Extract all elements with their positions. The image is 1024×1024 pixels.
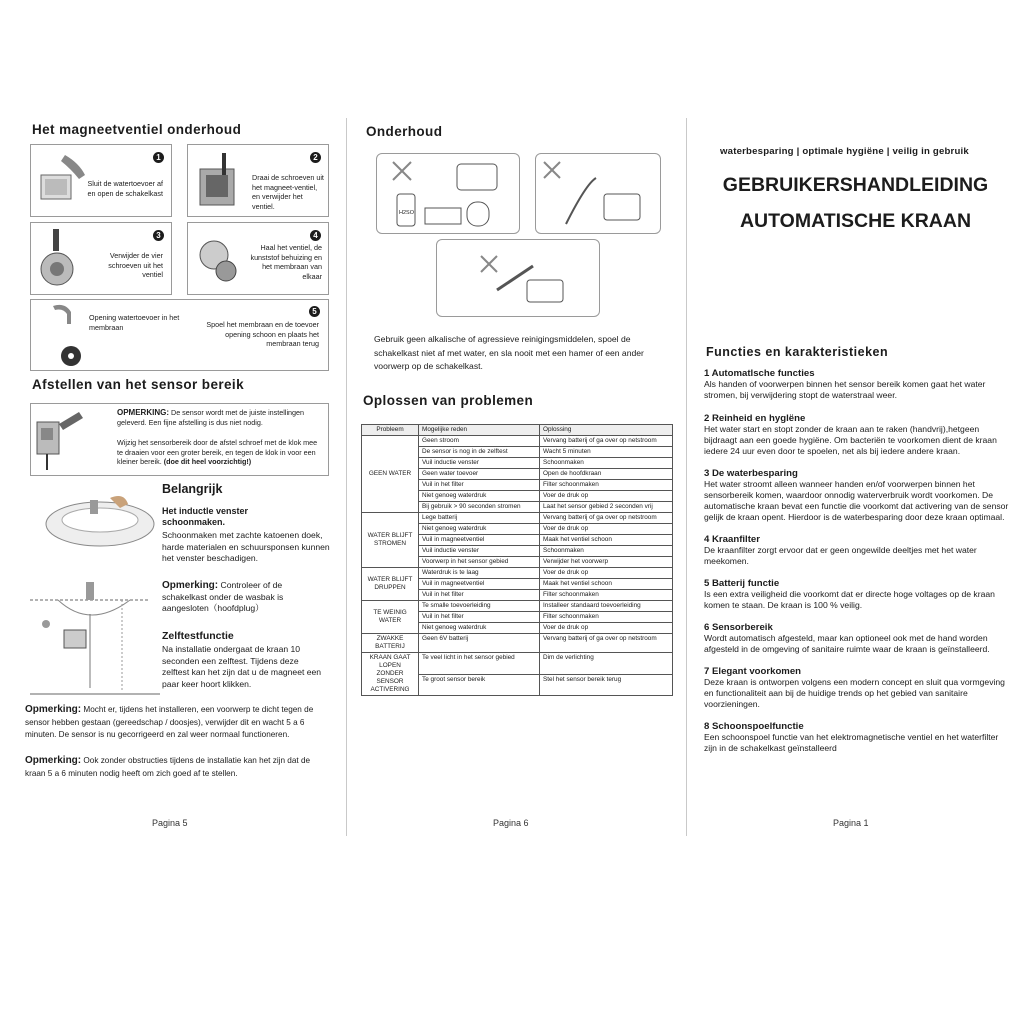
step-number: 4	[310, 230, 321, 241]
reason-cell: Geen 6V batterij	[419, 634, 540, 653]
manual-subtitle: AUTOMATISCHE KRAAN	[739, 210, 972, 232]
troubleshooting-title: Oplossen van problemen	[363, 393, 534, 408]
reason-cell: Bij gebruik > 90 seconden stromen	[419, 502, 540, 513]
sensor-note-box	[30, 403, 329, 476]
solution-cell: Dim de verlichting	[540, 653, 673, 675]
reason-cell: Niet genoeg waterdruk	[419, 524, 540, 535]
important-title: Belangrijk	[162, 482, 223, 496]
feature-heading: 2 Reinheid en hyglëne	[704, 413, 806, 424]
step-4-text: Haal het ventiel, de kunststof behuizing en het membraan van elkaar	[250, 243, 322, 281]
reason-cell: Geen stroom	[419, 436, 540, 447]
page-number: Pagina 5	[152, 818, 188, 828]
problem-cell: WATER BLIJFT STROMEN	[362, 513, 419, 568]
reason-cell: Te veel licht in het sensor gebied	[419, 653, 540, 675]
step-number: 2	[310, 152, 321, 163]
step-5-text-right: Spoel het membraan en de toevoer opening schoon en plaats het membraan terug	[206, 320, 319, 348]
feature-item	[704, 666, 1010, 710]
table-header: Probleem	[362, 425, 419, 436]
step-5-box	[30, 299, 329, 371]
step-3-box	[30, 222, 172, 295]
reason-cell: Vuil in het filter	[419, 480, 540, 491]
reason-cell: Niet genoeg waterdruk	[419, 491, 540, 502]
window-clean-text: Schoonmaken met zachte katoenen doek, harde materialen en schuursponsen kunnen het venster beschadigen.	[162, 530, 330, 564]
maintenance-title: Onderhoud	[366, 124, 443, 139]
page-number: Pagina 1	[833, 818, 869, 828]
feature-heading: 7 Elegant voorkomen	[704, 666, 802, 677]
sensor-note-text	[117, 408, 323, 427]
feature-heading: 8 Schoonspoelfunctie	[704, 721, 804, 732]
no-water-spray-icon	[536, 154, 660, 233]
sink-installation-diagram	[30, 578, 164, 700]
troubleshooting-table	[361, 424, 673, 696]
reason-cell: Vuil in het filter	[419, 590, 540, 601]
feature-heading: 3 De waterbesparing	[704, 468, 798, 479]
table-row	[362, 568, 673, 579]
problem-cell: GEEN WATER	[362, 436, 419, 513]
remark-2	[25, 704, 325, 742]
reason-cell: Vuil in magneetventiel	[419, 535, 540, 546]
step-4-box	[187, 222, 329, 295]
solution-cell: Wacht 5 minuten	[540, 447, 673, 458]
solution-cell: Laat het sensor gebied 2 seconden vrij	[540, 502, 673, 513]
feature-item	[704, 622, 1010, 655]
step-1-text: Sluit de watertoevoer af en open de schakelkast	[87, 179, 163, 198]
reason-cell: Vuil in magneetventiel	[419, 579, 540, 590]
note-text-1: De sensor wordt met de juiste instellingen geleverd. Een fijne afstelling is dus niet nodig.	[117, 408, 305, 427]
faucet-membrane-illustration	[35, 302, 91, 368]
solution-cell: Filter schoonmaken	[540, 480, 673, 491]
features-title: Functies en karakteristieken	[706, 345, 889, 359]
reason-cell: Vuil inductie venster	[419, 458, 540, 469]
valve-maintenance-title: Het magneetventiel onderhoud	[32, 122, 242, 137]
table-header-row	[362, 425, 673, 436]
remark-1	[162, 580, 328, 615]
solution-cell: Schoonmaken	[540, 546, 673, 557]
membrane-illustration	[192, 229, 248, 289]
page-number: Pagina 6	[493, 818, 529, 828]
reason-cell: Niet genoeg waterdruk	[419, 623, 540, 634]
remark-3-text: Ook zonder obstructies tijdens de installatie kan het zijn dat de kraan 5 a 6 minuten nodig heeft om zich goed af te stellen.	[25, 756, 311, 778]
feature-heading: 1 Automatlsche functies	[704, 368, 815, 379]
problem-cell: WATER BLIJFT DRUPPEN	[362, 568, 419, 601]
feature-text: Is een extra veiligheid die voorkomt dat er directe hoge voltages op de kraan komen te staan. De kraan is 100 % veilig.	[704, 589, 995, 610]
solution-cell: Filter schoonmaken	[540, 590, 673, 601]
step-2-text: Draai de schroeven uit het magneet-ventiel, en verwijder het ventiel.	[252, 173, 324, 211]
problem-cell: KRAAN GAAT LOPEN ZONDER SENSOR ACTIVERING	[362, 653, 419, 696]
step-number: 5	[309, 306, 320, 317]
step-2-box	[187, 144, 329, 217]
maintenance-illustration-3	[436, 239, 600, 317]
sensor-note-text-2	[117, 438, 323, 467]
feature-item	[704, 534, 1010, 567]
solution-cell: Verwijder het voorwerp	[540, 557, 673, 568]
feature-item	[704, 721, 1010, 754]
table-row	[362, 601, 673, 612]
step-number: 3	[153, 230, 164, 241]
remark-2-text: Mocht er, tijdens het installeren, een voorwerp te dicht tegen de sensor hebben gestaan (gereedschap / doosjes), verwijder dit en wacht 5 a 6 minuten. De sensor is nu gecorrigeerd en zal weer normaal functioneren.	[25, 705, 314, 739]
note-label: OPMERKING:	[117, 408, 169, 417]
step-number: 1	[153, 152, 164, 163]
remark-1-text: Controleer of de schakelkast onder de wasbak is aangesloten（hoofdplug）	[162, 580, 284, 614]
feature-item	[704, 468, 1010, 523]
reason-cell: Geen water toevoer	[419, 469, 540, 480]
feature-heading: 6 Sensorbereik	[704, 622, 773, 633]
solution-cell: Voer de druk op	[540, 524, 673, 535]
feature-heading: 4 Kraanfilter	[704, 534, 760, 545]
feature-text: Het water start en stopt zonder de kraan aan te raken (handvrij),hetgeen bijdraagt aan een goede hygiëne. Om bacteriën te voorkomen dient de kraan iedere 24 uur even door te spoelen, net als bij iedere andere kraan.	[704, 424, 997, 456]
solution-cell: Maak het ventiel schoon	[540, 579, 673, 590]
reason-cell: Te groot sensor bereik	[419, 674, 540, 696]
feature-text: De kraanfilter zorgt ervoor dat er geen ongewilde deeltjes met het water meekomen.	[704, 545, 977, 566]
solution-cell: Vervang batterij of ga over op netstroom	[540, 436, 673, 447]
remark-3	[25, 755, 325, 780]
table-row	[362, 513, 673, 524]
forbidden-cleaning-agents-icon	[377, 154, 519, 233]
problem-cell: TE WEINIG WATER	[362, 601, 419, 634]
remark-3-label: Opmerking:	[25, 755, 82, 766]
solution-cell: Stel het sensor bereik terug	[540, 674, 673, 696]
feature-text: Als handen of voorwerpen binnen het sensor bereik komen gaat het water stromen, bij verwijdering stopt de waterstraal weer.	[704, 379, 986, 400]
bottle-label: H2SO	[399, 210, 414, 216]
solution-cell: Voer de druk op	[540, 568, 673, 579]
window-clean-title: Het inductle venster schoonmaken.	[162, 506, 249, 527]
feature-text: Wordt automatisch afgesteld, maar kan optioneel ook met de hand worden afgesteld in de omgeving of sanitaire ruimte waar de kraan is geïnstalleerd.	[704, 633, 990, 654]
solution-cell: Voer de druk op	[540, 623, 673, 634]
reason-cell: De sensor is nog in de zelftest	[419, 447, 540, 458]
selftest-text: Na installatie ondergaat de kraan 10 seconden een zelftest. Tijdens deze zelftest kan het zijn dat u de magneet een paar keer hoort klikken.	[162, 644, 322, 689]
solution-cell: Installeer standaard toevoerleiding	[540, 601, 673, 612]
maintenance-illustration-1	[376, 153, 520, 234]
note-text-3: (doe dit heel voorzichtig!)	[163, 457, 252, 466]
solution-cell: Maak het ventiel schoon	[540, 535, 673, 546]
table-row	[362, 653, 673, 675]
reason-cell: Te smalle toevoerleiding	[419, 601, 540, 612]
step-5-text-left: Opening watertoevoer in het membraan	[89, 313, 180, 332]
screwdriver-illustration	[192, 149, 248, 211]
sensor-box-illustration	[35, 410, 87, 472]
reason-cell: Waterdruk is te laag	[419, 568, 540, 579]
feature-item	[704, 578, 1010, 611]
solution-cell: Voer de druk op	[540, 491, 673, 502]
reason-cell: Voorwerp in het sensor gebied	[419, 557, 540, 568]
solution-cell: Open de hoofdkraan	[540, 469, 673, 480]
reason-cell: Vuil inductie venster	[419, 546, 540, 557]
step-1-box	[30, 144, 172, 217]
valve-screws-illustration	[35, 225, 95, 291]
selftest-title: Zelftestfunctie	[162, 630, 234, 642]
solution-cell: Schoonmaken	[540, 458, 673, 469]
features-list	[704, 368, 1010, 754]
solution-cell: Vervang batterij of ga over op netstroom	[540, 513, 673, 524]
feature-item	[704, 413, 1010, 457]
washbasin-illustration	[44, 488, 156, 550]
table-row	[362, 634, 673, 653]
solution-cell: Vervang batterij of ga over op netstroom	[540, 634, 673, 653]
remark-2-label: Opmerking:	[25, 704, 82, 715]
remark-1-label: Opmerking:	[162, 580, 219, 591]
feature-text: Een schoonspoel functie van het elektromagnetische ventiel en het waterfilter zijn in de schakelkast geïnstalleerd	[704, 732, 999, 753]
step-3-text: Verwijder de vier schroeven uit het ventiel	[108, 251, 163, 279]
table-header: Mogelijke reden	[419, 425, 540, 436]
reason-cell: Lege batterij	[419, 513, 540, 524]
feature-text: Deze kraan is ontworpen volgens een modern concept en sluit qua vormgeving en functionaliteit aan bij de huidige trends op het gebied van sanitaire voorzieningen.	[704, 677, 1005, 709]
note-text-2: Wijzig het sensorbereik door de afstel schroef met de klok mee te draaien voor een groter bereik, en tegen de klok in voor een kleiner bereik.	[117, 438, 318, 466]
feature-text: Het water stroomt alleen wanneer handen en/of voorwerpen binnen het sensorbereik komen, waardoor onnodig waterverbruik wordt voorkomen. De automatische kraan bevat een functie die voorkomt dat activering van de sensor gelijk de kraan opent. Hierdoor is de waterbesparing door deze kraan optimaal.	[704, 479, 1009, 522]
maintenance-text: Gebruik geen alkalische of agressieve reinigingsmiddelen, spoel de schakelkast niet af met water, en sla nooit met een hamer of een ander voorwerp op de schakelkast.	[374, 334, 644, 371]
maintenance-illustration-2	[535, 153, 661, 234]
solution-cell: Filter schoonmaken	[540, 612, 673, 623]
table-header: Oplossing	[540, 425, 673, 436]
no-hammer-icon	[437, 240, 599, 316]
reason-cell: Vuil in het filter	[419, 612, 540, 623]
tagline: waterbesparing | optimale hygiëne | veilig in gebruik	[720, 146, 969, 157]
table-row	[362, 436, 673, 447]
sensor-range-title: Afstellen van het sensor bereik	[32, 377, 244, 392]
feature-heading: 5 Batterij functie	[704, 578, 780, 589]
manual-title: GEBRUIKERSHANDLEIDING	[722, 174, 989, 196]
feature-item	[704, 368, 1010, 401]
problem-cell: ZWAKKE BATTERIJ	[362, 634, 419, 653]
